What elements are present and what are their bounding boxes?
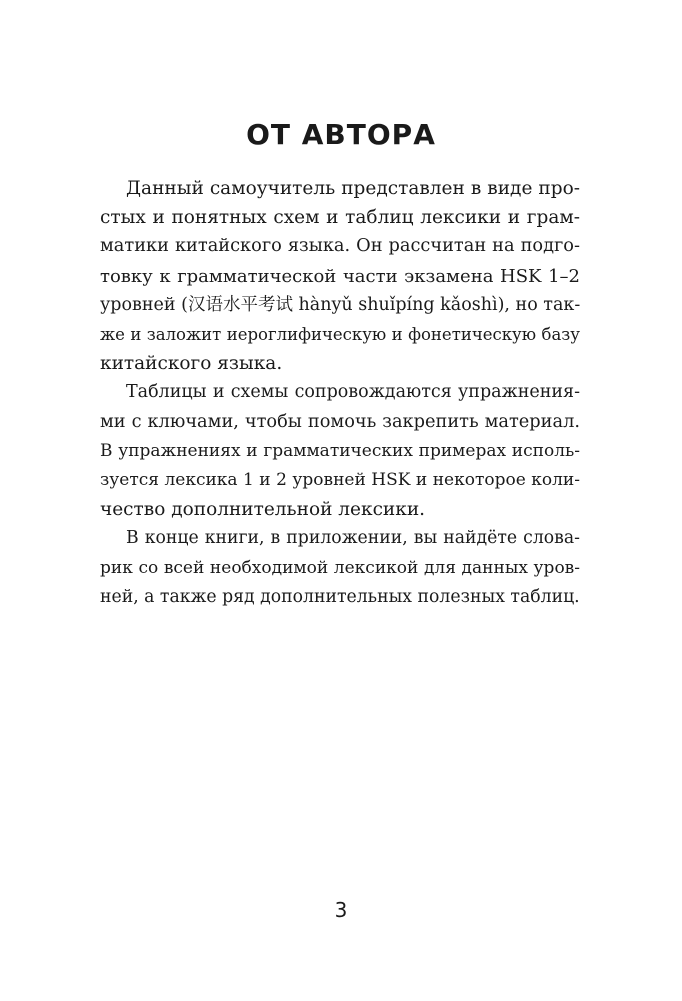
text-line: рик со всей необходимой лексикой для данных уров- (100, 557, 580, 578)
text-line: товку к грамматической части экзамена HSK 1–2 (100, 265, 580, 287)
text-line: ней, а также ряд дополнительных полезных таблиц. (100, 586, 580, 607)
text-line: же и заложит иероглифическую и фонетическую базу (100, 325, 580, 345)
text-line: зуется лексика 1 и 2 уровней HSK и некоторое коли- (100, 470, 580, 491)
paragraph-3 (100, 524, 580, 612)
text-line: китайского языка. (100, 353, 283, 375)
text-line: уровней (汉语水平考试 hànyǔ shuǐpíng kǎoshì), но так- (100, 294, 581, 315)
text-line: стых и понятных схем и таблиц лексики и грам- (100, 207, 580, 229)
text-line: ми с ключами, чтобы помочь закрепить материал. (100, 411, 580, 432)
text-line: Таблицы и схемы сопровождаются упражнения- (126, 382, 580, 403)
paragraph-1 (100, 174, 580, 378)
text-line: В конце книги, в приложении, вы найдёте слова- (126, 528, 580, 549)
body-text (100, 174, 580, 612)
text-line: В упражнениях и грамматических примерах исполь- (100, 440, 580, 461)
page-title: ОТ АВТОРА (246, 118, 436, 151)
text-line: чество дополнительной лексики. (100, 499, 426, 521)
text-line: Данный самоучитель представлен в виде про- (126, 178, 580, 199)
text-line: матики китайского языка. Он рассчитан на подго- (100, 236, 580, 257)
paragraph-2 (100, 378, 580, 524)
page-number: 3 (334, 898, 348, 922)
